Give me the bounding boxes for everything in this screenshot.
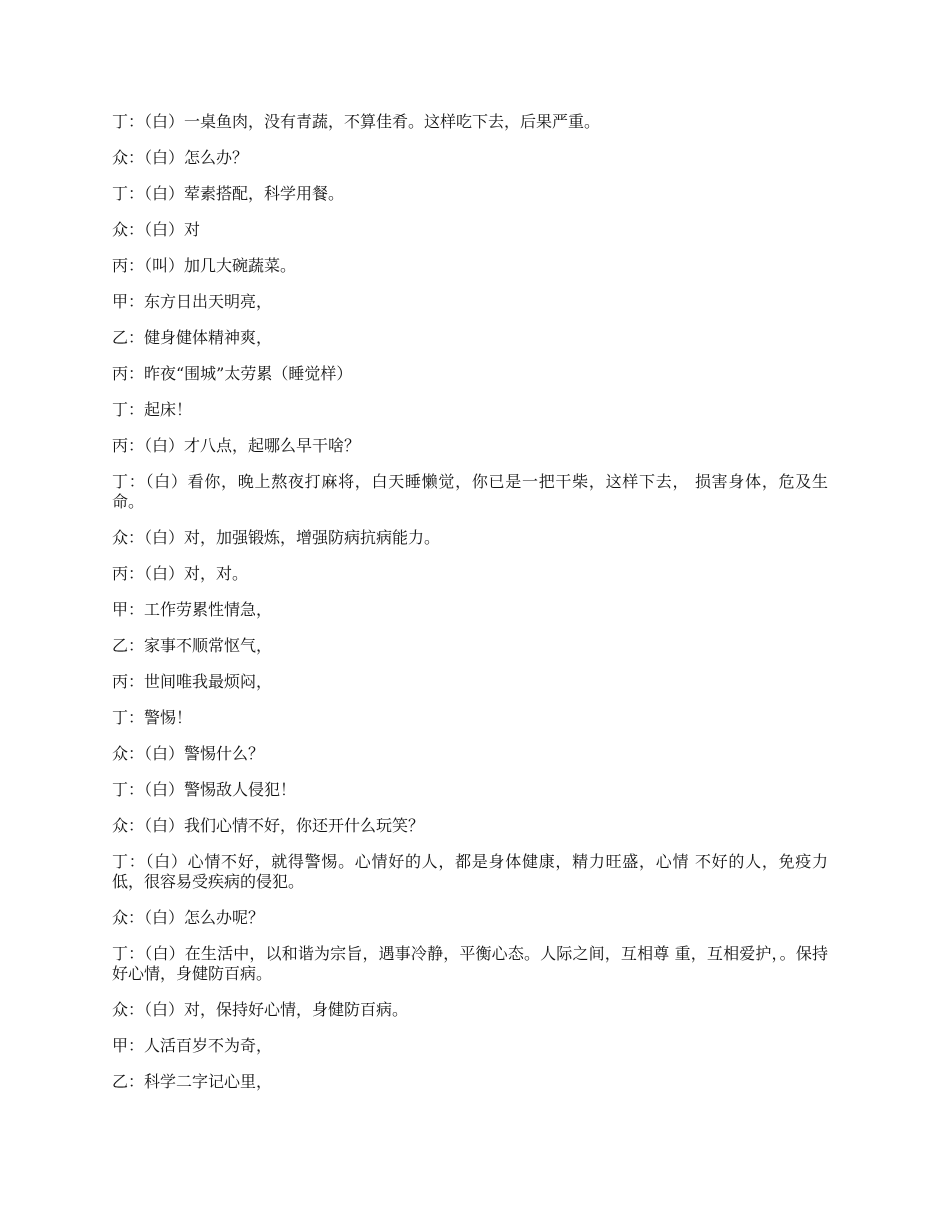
dialogue-line: 乙：科学二字记心里， (112, 1072, 273, 1091)
dialogue-line: 甲：人活百岁不为奇， (112, 1036, 273, 1055)
dialogue-line: 丁：（白）在生活中，以和谐为宗旨，遇事冷静，平衡心态。人际之间，互相尊 重，互相爱护，。保持好心情，身健防百病。 (112, 944, 828, 983)
dialogue-line: 丁：（白）荤素搭配，科学用餐。 (112, 184, 345, 203)
dialogue-line: 甲：工作劳累性情急， (112, 600, 273, 619)
dialogue-line: 丙：世间唯我最烦闷， (112, 672, 273, 691)
dialogue-line: 丁：（白）看你，晚上熬夜打麻将，白天睡懒觉，你已是一把干柴，这样下去， 损害身体，危及生命。 (112, 472, 828, 511)
dialogue-line: 乙：家事不顺常怄气， (112, 636, 273, 655)
dialogue-line: 乙：健身健体精神爽， (112, 328, 273, 347)
dialogue-line: 丁：（白）警惕敌人侵犯！ (112, 780, 297, 799)
dialogue-line: 丙：昨夜“围城”太劳累（睡觉样） (112, 364, 353, 383)
dialogue-line: 众：（白）对 (112, 220, 201, 239)
dialogue-line: 丁：（白）一桌鱼肉，没有青蔬，不算佳肴。这样吃下去，后果严重。 (112, 112, 601, 131)
dialogue-line: 丙：（白）才八点，起哪么早干啥？ (112, 436, 361, 455)
dialogue-line: 众：（白）警惕什么？ (112, 744, 265, 763)
dialogue-line: 众：（白）对，保持好心情，身健防百病。 (112, 1000, 409, 1019)
dialogue-line: 丁：警惕！ (112, 708, 193, 727)
dialogue-line: 丙：（叫）加几大碗蔬菜。 (112, 256, 297, 275)
dialogue-line: 甲：东方日出天明亮， (112, 292, 273, 311)
dialogue-line: 丙：（白）对，对。 (112, 564, 249, 583)
dialogue-line: 丁：起床！ (112, 400, 193, 419)
dialogue-line: 众：（白）怎么办？ (112, 148, 249, 167)
document-body (112, 112, 828, 1108)
dialogue-line: 丁：（白）心情不好，就得警惕。心情好的人，都是身体健康，精力旺盛，心情 不好的人，免疫力低，很容易受疾病的侵犯。 (112, 852, 828, 891)
dialogue-line: 众：（白）我们心情不好，你还开什么玩笑？ (112, 816, 425, 835)
dialogue-line: 众：（白）对，加强锻炼，增强防病抗病能力。 (112, 528, 441, 547)
dialogue-line: 众：（白）怎么办呢？ (112, 908, 265, 927)
